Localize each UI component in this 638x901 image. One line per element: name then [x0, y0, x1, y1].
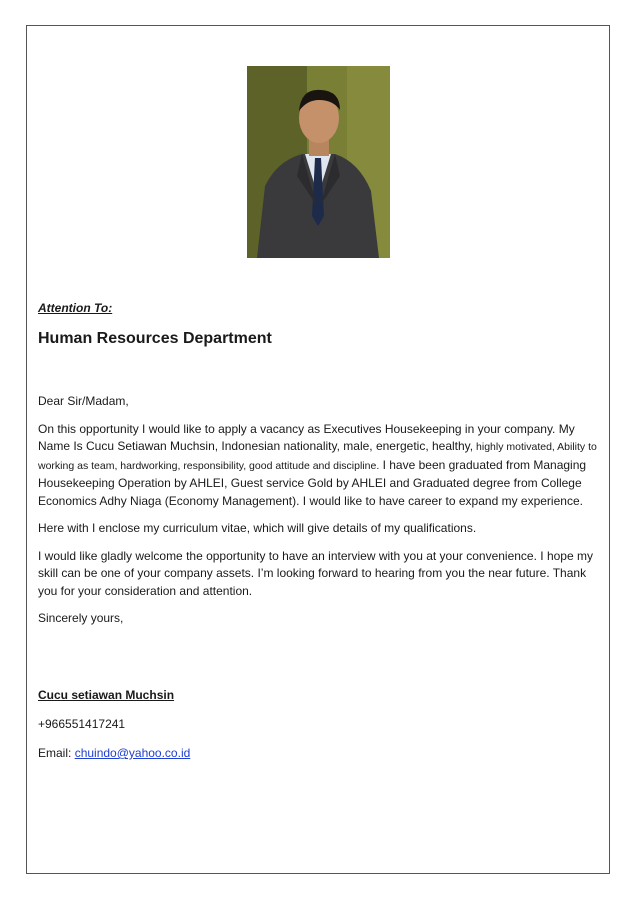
signature-name: Cucu setiawan Muchsin	[38, 688, 175, 702]
paragraph-enclosure: Here with I enclose my curriculum vitae, which will give details of my qualifications.	[38, 521, 477, 535]
paragraph-intro-part2: highly motivated, Ability to working as team, hardworking, responsibility, good attitude and discipline.	[38, 441, 597, 472]
paragraph-intro	[38, 421, 598, 511]
email-link[interactable]: chuindo@yahoo.co.id	[74, 746, 191, 760]
phone-number: +966551417241	[38, 717, 126, 731]
paragraph-interview: I would like gladly welcome the opportunity to have an interview with you at your convenience. I hope my skill can be one of your company assets. I’m looking forward to hearing from you the near future. Thank you for your consideration and attention.	[38, 548, 593, 598]
email-label: Email:	[38, 746, 75, 760]
letter-body	[38, 393, 598, 638]
recipient-department: Human Resources Department	[38, 330, 272, 347]
salutation: Dear Sir/Madam,	[38, 394, 129, 408]
profile-photo	[247, 66, 390, 258]
paragraph-intro-part1: On this opportunity I would like to apply a vacancy as Executives Housekeeping in your company. My Name Is Cucu Setiawan Muchsin, Indonesian nationality, male, energetic, healthy,	[38, 421, 575, 453]
attention-heading: Attention To:	[38, 301, 113, 315]
paragraph-intro-part3: I have been graduated from Managing Housekeeping Operation by AHLEI, Guest service Gold by AHLEI and Graduated degree from College Economics Adhy Niaga (Economy Management). I would like to have career to expand my experience.	[38, 457, 587, 508]
email-line	[38, 746, 190, 760]
closing: Sincerely yours,	[38, 611, 124, 625]
